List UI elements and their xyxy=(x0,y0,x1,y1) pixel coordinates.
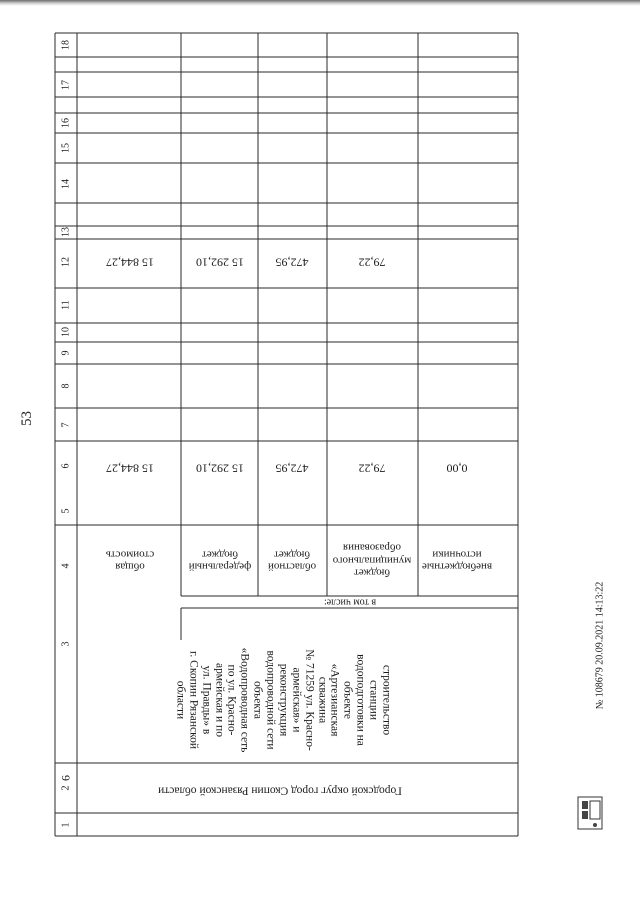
column-number-10: 10 xyxy=(60,327,72,337)
column-number-18: 18 xyxy=(60,40,72,50)
column-number-9: 9 xyxy=(60,350,72,356)
value-col6-2: 472,95 xyxy=(275,461,309,476)
registration-stamp: № 108679 20.09.2021 14:13:22 xyxy=(594,581,606,710)
column-number-12: 12 xyxy=(60,257,72,267)
column-number-15: 15 xyxy=(60,143,72,153)
column-number-14: 14 xyxy=(60,179,72,189)
value-col12-3: 79,22 xyxy=(358,255,386,270)
value-col6-3: 79,22 xyxy=(358,461,386,476)
column-number-2: 2 xyxy=(60,785,72,791)
column-number-1: 1 xyxy=(60,822,72,828)
column-number-16: 16 xyxy=(60,118,72,128)
category-label-2: областной бюджет xyxy=(267,548,317,573)
column-number-11: 11 xyxy=(60,300,72,310)
value-col12-1: 15 292,10 xyxy=(196,255,244,270)
row-index: 6 xyxy=(58,775,73,781)
page-number: 53 xyxy=(19,411,35,426)
column-number-8: 8 xyxy=(60,383,72,389)
district-label: Городской округ город Скопин Рязанской области xyxy=(158,784,402,797)
value-col6-4: 0,00 xyxy=(446,461,468,476)
column-number-5: 5 xyxy=(60,508,72,514)
value-col12-0: 15 844,27 xyxy=(106,255,154,270)
column-number-6: 6 xyxy=(60,463,72,469)
category-label-4: внебюджетные источники xyxy=(421,548,493,573)
seal-icon xyxy=(575,793,605,833)
project-description: строительство станции водоподготовки на объекте «Артезианская скважина № 71259 ул. Красно- армейская» и реконструкция водопроводной сети объекта «Водопроводная сеть по ул. Красно- армейская и по ул. Правды» в г. Скопин Рязанской области xyxy=(174,647,393,753)
category-label-0: общая стоимость xyxy=(105,548,155,573)
value-col12-2: 472,95 xyxy=(275,255,309,270)
category-label-1: федеральный бюджет xyxy=(188,548,252,573)
value-col6-1: 15 292,10 xyxy=(196,461,244,476)
column-number-7: 7 xyxy=(60,422,72,428)
column-number-3: 3 xyxy=(60,641,72,647)
column-number-17: 17 xyxy=(60,80,72,90)
column-number-13: 13 xyxy=(60,227,72,237)
column-number-4: 4 xyxy=(60,563,72,569)
value-col6-0: 15 844,27 xyxy=(106,461,154,476)
in-that-number-label: в том числе: xyxy=(323,596,377,608)
category-label-3: бюджет муниципального образования xyxy=(332,541,412,579)
